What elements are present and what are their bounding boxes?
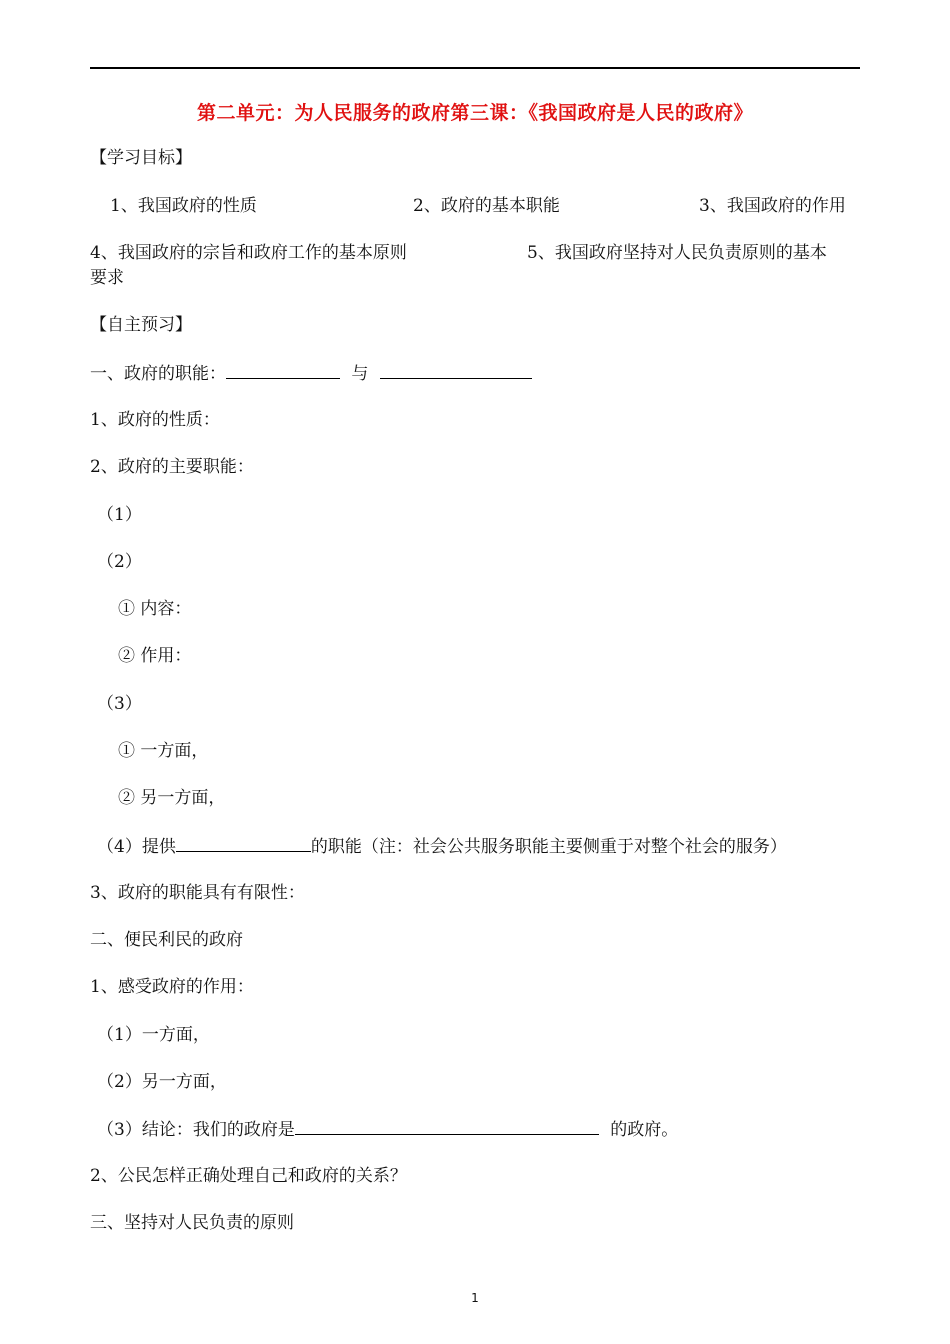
objective-4: 4、我国政府的宗旨和政府工作的基本原则 — [90, 243, 407, 263]
item-4-prefix: （4）提供 — [97, 837, 176, 857]
fill-blank[interactable] — [176, 834, 311, 852]
role-one-side: （1）一方面， — [97, 1025, 210, 1045]
objective-5: 5、我国政府坚持对人民负责原则的基本 — [527, 243, 827, 263]
section-3-heading: 三、坚持对人民负责的原则 — [90, 1213, 294, 1233]
conclusion — [97, 1117, 678, 1142]
conclusion-suffix: 的政府。 — [610, 1120, 679, 1140]
fill-blank[interactable] — [226, 361, 340, 379]
item-4-suffix: 的职能（注：社会公共服务职能主要侧重于对整个社会的服务） — [310, 837, 787, 857]
fill-blank[interactable] — [380, 361, 532, 379]
question-citizen-relation: 2、公民怎样正确处理自己和政府的关系？ — [90, 1166, 407, 1186]
conclusion-prefix: （3）结论：我们的政府是 — [97, 1120, 295, 1140]
item-3-one-side: ① 一方面， — [118, 741, 209, 761]
preview-heading: 【自主预习】 — [90, 315, 192, 335]
item-4 — [97, 834, 787, 859]
section-2-heading: 二、便民利民的政府 — [90, 930, 243, 950]
fill-blank[interactable] — [295, 1117, 599, 1135]
page-number: 1 — [471, 1291, 479, 1305]
item-2: （2） — [97, 552, 142, 572]
item-2-content: ① 内容： — [118, 599, 192, 619]
objective-1: 1、我国政府的性质 — [110, 196, 257, 216]
document-title: 第二单元：为人民服务的政府第三课：《我国政府是人民的政府》 — [196, 102, 753, 124]
role-other-side: （2）另一方面， — [97, 1072, 227, 1092]
objective-5-continued: 要求 — [90, 268, 124, 288]
item-3-other-side: ② 另一方面， — [118, 788, 226, 808]
question-limited: 3、政府的职能具有有限性： — [90, 883, 305, 903]
objectives-heading: 【学习目标】 — [90, 148, 192, 168]
question-nature: 1、政府的性质： — [90, 410, 220, 430]
objective-2: 2、政府的基本职能 — [413, 196, 560, 216]
connector-text: 与 — [351, 364, 369, 384]
item-1: （1） — [97, 505, 142, 525]
section-1-heading-text: 一、政府的职能： — [90, 364, 226, 384]
item-2-role: ② 作用： — [118, 646, 192, 666]
question-government-role: 1、感受政府的作用： — [90, 977, 254, 997]
header-rule — [90, 67, 860, 69]
objective-3: 3、我国政府的作用 — [699, 196, 846, 216]
question-main-functions: 2、政府的主要职能： — [90, 457, 254, 477]
item-3: （3） — [97, 694, 142, 714]
section-1-heading — [90, 361, 532, 386]
